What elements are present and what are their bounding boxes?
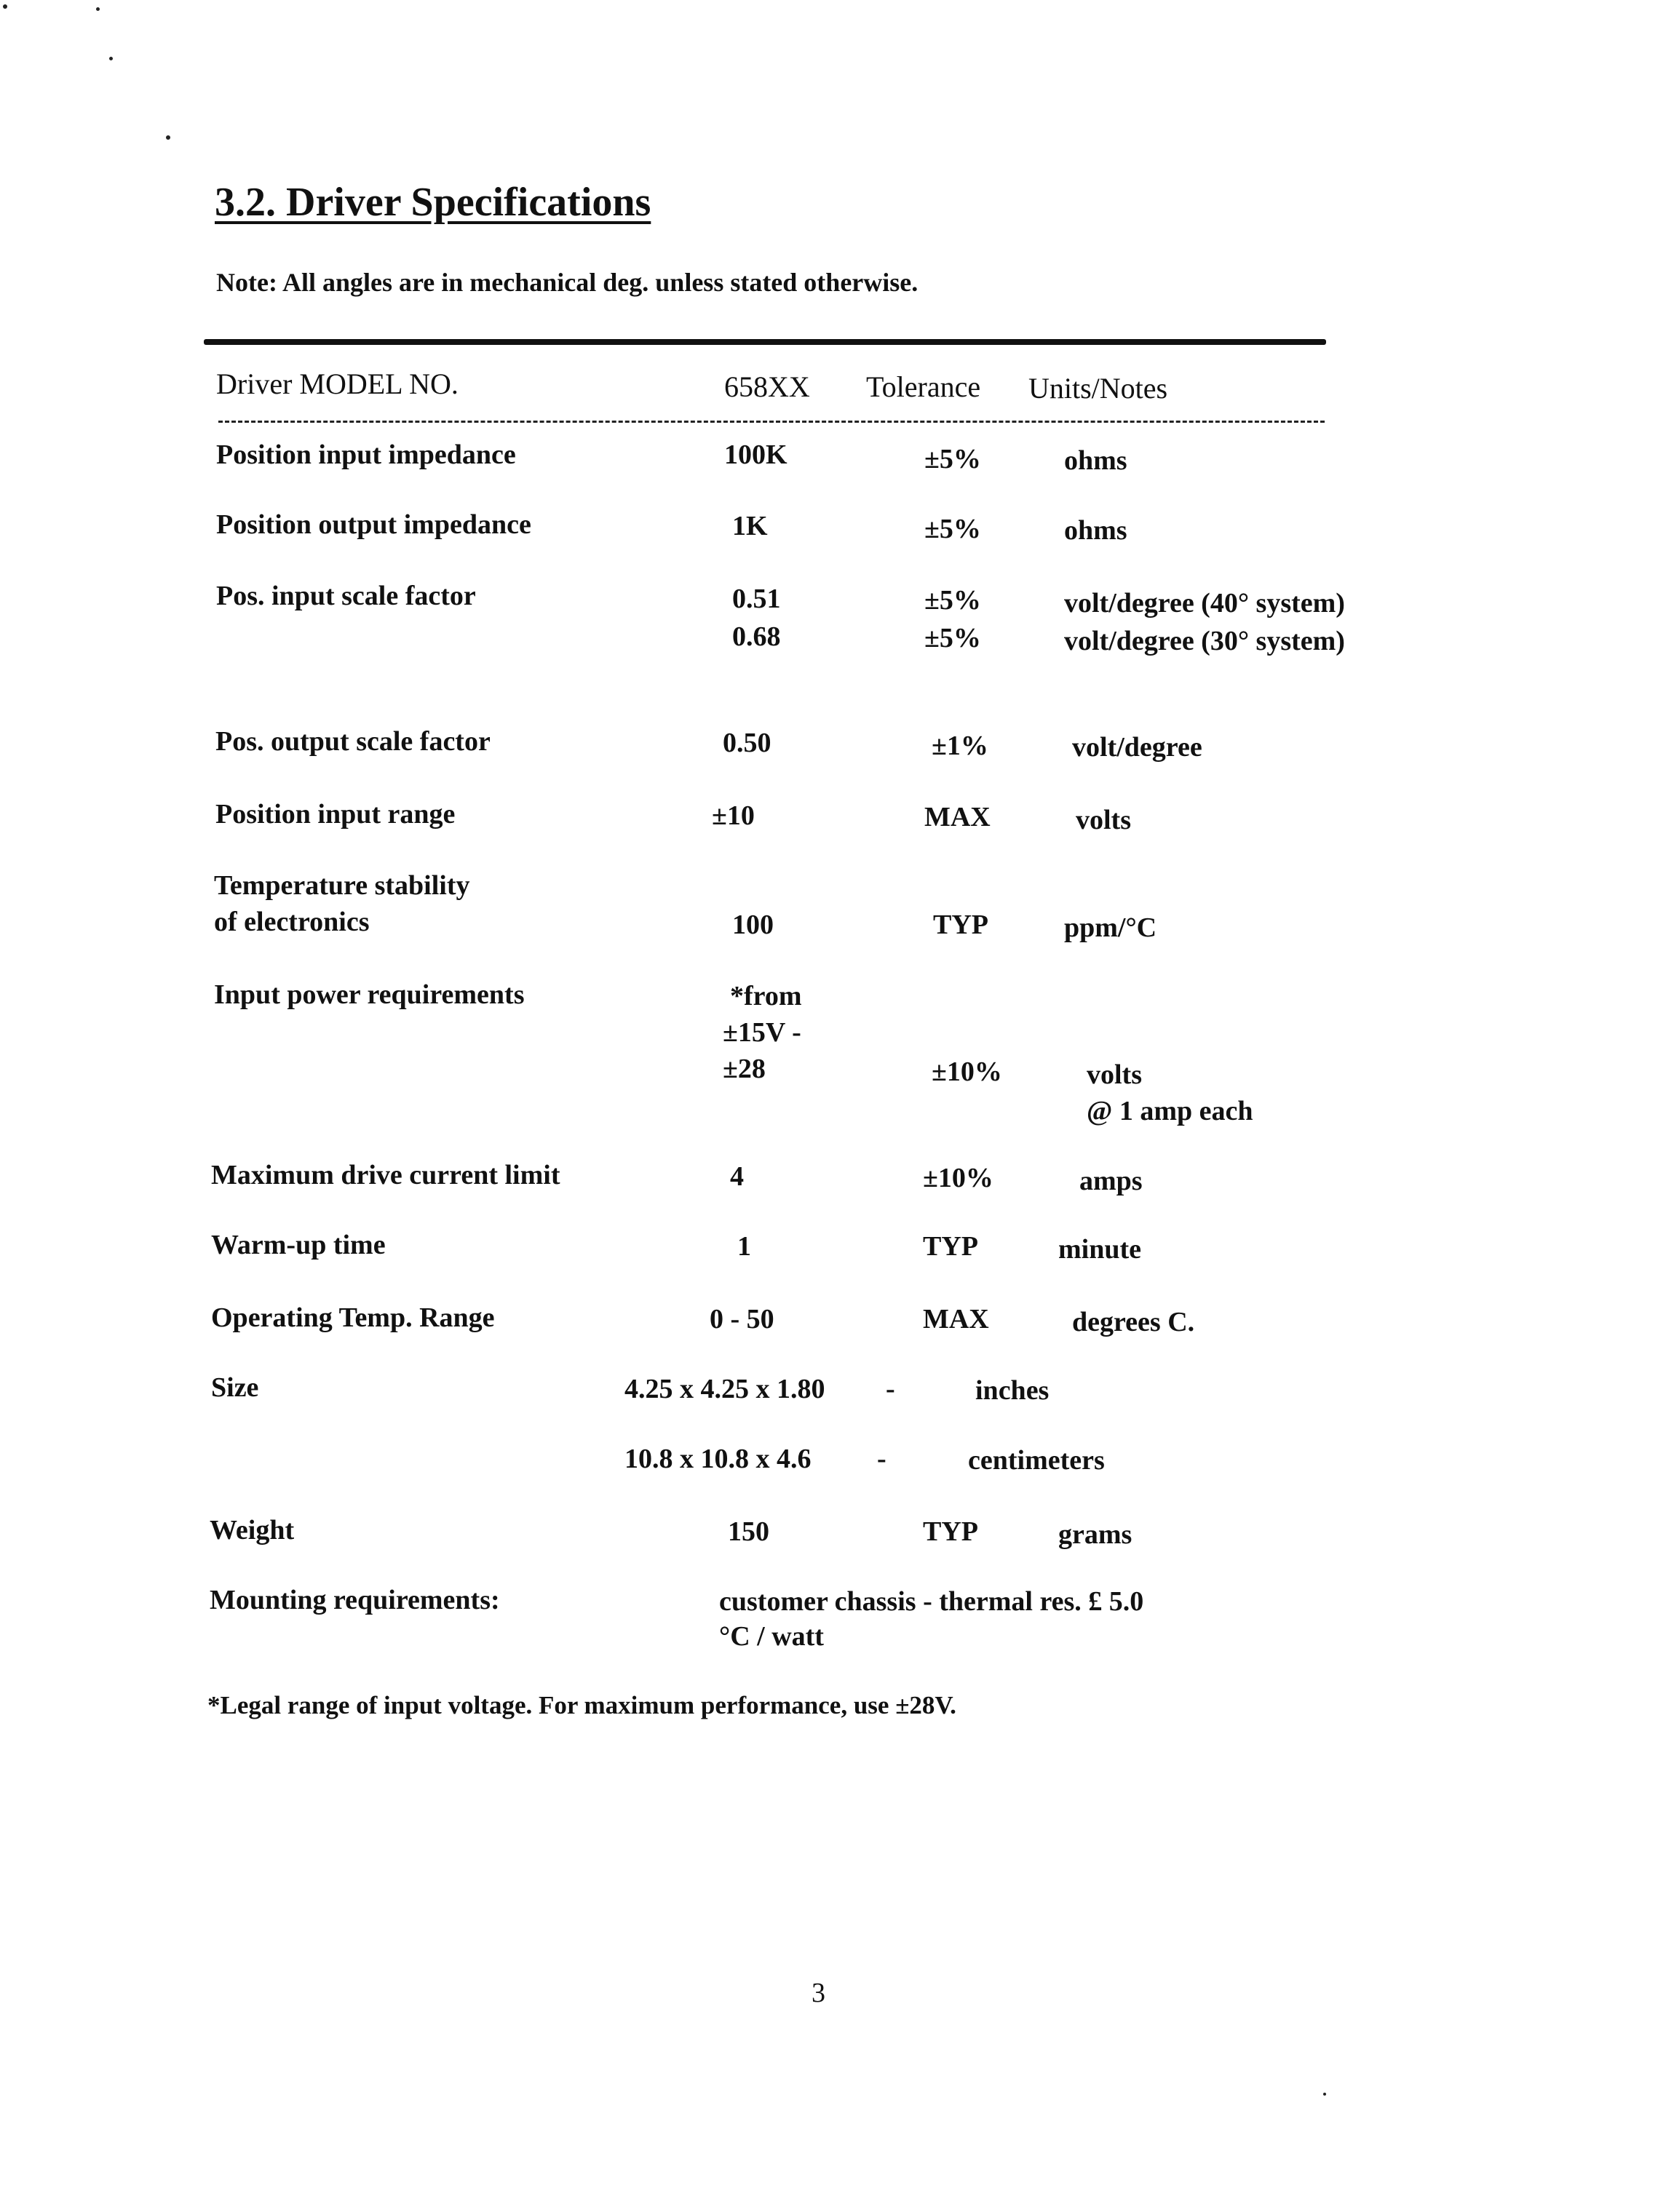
header-model-value: 658XX <box>724 370 810 403</box>
header-dashed-rule <box>218 421 1325 423</box>
param-unit: volt/degree (40° system) <box>1064 588 1345 618</box>
param-label: Pos. input scale factor <box>216 581 476 611</box>
scan-speck <box>3 4 7 9</box>
param-value: 4.25 x 4.25 x 1.80 <box>624 1374 825 1404</box>
param-value: customer chassis - thermal res. £ 5.0 <box>719 1586 1144 1617</box>
param-label: Position output impedance <box>216 509 531 540</box>
param-tolerance: ±5% <box>924 585 981 616</box>
param-label-line2: of electronics <box>214 907 370 937</box>
param-tolerance: ±10% <box>923 1163 993 1193</box>
param-label: Maximum drive current limit <box>211 1160 560 1190</box>
param-value-line2: °C / watt <box>719 1621 824 1652</box>
param-value: 150 <box>728 1516 769 1547</box>
param-tolerance: ±5% <box>924 623 981 653</box>
table-top-rule <box>204 339 1326 345</box>
page-number: 3 <box>812 1978 825 2008</box>
param-tolerance: MAX <box>923 1304 989 1334</box>
param-label: Operating Temp. Range <box>211 1302 495 1333</box>
footnote: *Legal range of input voltage. For maximum performance, use ±28V. <box>207 1691 956 1719</box>
param-value-line3: ±28 <box>723 1054 766 1084</box>
section-title: 3.2. Driver Specifications <box>215 180 651 225</box>
param-label: Input power requirements <box>214 979 525 1010</box>
param-value: 1K <box>732 511 768 541</box>
param-value: 0.68 <box>732 621 781 652</box>
param-value: 100K <box>724 439 788 470</box>
param-value: 0.51 <box>732 584 781 614</box>
scan-speck <box>96 7 100 11</box>
param-unit: ppm/°C <box>1064 912 1157 943</box>
param-unit: ohms <box>1064 445 1127 476</box>
param-value: ±10 <box>712 800 755 831</box>
param-tolerance: - <box>877 1444 886 1474</box>
header-tolerance: Tolerance <box>866 370 981 403</box>
param-tolerance: TYP <box>923 1231 978 1262</box>
param-unit: amps <box>1079 1166 1143 1196</box>
param-label: Pos. output scale factor <box>215 726 491 757</box>
param-label: Size <box>211 1372 259 1403</box>
param-unit: minute <box>1058 1234 1141 1265</box>
param-unit: degrees C. <box>1072 1307 1195 1337</box>
header-units: Units/Notes <box>1028 372 1168 405</box>
param-tolerance: - <box>886 1374 895 1404</box>
param-tolerance: ±1% <box>932 731 988 761</box>
param-value: 0.50 <box>723 728 771 758</box>
param-label: Position input range <box>215 799 456 830</box>
scan-speck <box>1323 2093 1326 2096</box>
param-label: Temperature stability <box>214 870 470 901</box>
param-unit: centimeters <box>968 1445 1105 1476</box>
param-tolerance: ±5% <box>924 514 981 544</box>
param-value: 10.8 x 10.8 x 4.6 <box>624 1444 812 1474</box>
param-label: Position input impedance <box>216 439 516 470</box>
param-value-line2: ±15V - <box>723 1017 801 1048</box>
param-unit: volt/degree <box>1072 732 1202 763</box>
param-unit: volts <box>1087 1059 1142 1090</box>
scan-speck <box>109 57 113 60</box>
param-unit: inches <box>975 1375 1050 1406</box>
param-tolerance: TYP <box>923 1516 978 1547</box>
param-tolerance: TYP <box>933 910 988 940</box>
param-label: Weight <box>210 1515 295 1545</box>
param-label: Mounting requirements: <box>210 1585 500 1615</box>
param-unit: volt/degree (30° system) <box>1064 626 1345 656</box>
param-value: 1 <box>737 1231 751 1262</box>
note-text: Note: All angles are in mechanical deg. unless stated otherwise. <box>216 268 919 297</box>
param-label: Warm-up time <box>211 1230 386 1260</box>
param-value: 0 - 50 <box>710 1304 774 1334</box>
param-tolerance: MAX <box>924 802 991 832</box>
param-unit: volts <box>1076 805 1131 835</box>
param-unit: ohms <box>1064 515 1127 546</box>
param-unit-line2: @ 1 amp each <box>1087 1096 1253 1126</box>
param-tolerance: ±10% <box>932 1057 1002 1087</box>
header-model: Driver MODEL NO. <box>216 367 459 400</box>
param-value-line1: *from <box>730 981 802 1011</box>
param-value: 100 <box>732 910 774 940</box>
param-tolerance: ±5% <box>924 444 981 474</box>
param-unit: grams <box>1058 1519 1132 1550</box>
scan-speck <box>166 135 170 140</box>
param-value: 4 <box>730 1161 744 1192</box>
